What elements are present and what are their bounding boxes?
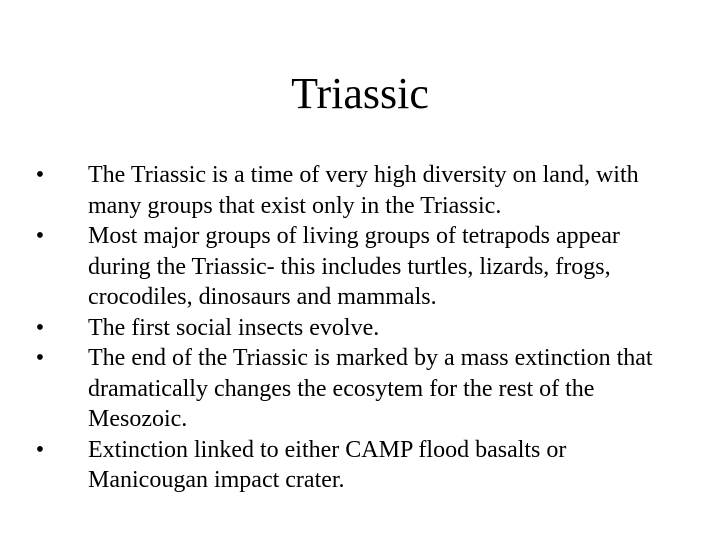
bullet-item [30,160,670,221]
bullet-dot-icon: • [35,162,45,188]
bullet-text: The Triassic is a time of very high diversity on land, with many groups that exist only in the Triassic. [88,162,639,219]
bullet-text: Most major groups of living groups of tetrapods appear during the Triassic- this includes turtles, lizards, frogs, crocodiles, dinosaurs and mammals. [88,223,620,310]
bullet-item [30,313,670,344]
bullet-list [30,160,670,496]
bullet-dot-icon: • [35,345,45,371]
bullet-item [30,221,670,313]
bullet-item [30,343,670,435]
bullet-item [30,435,670,496]
slide-title: Triassic [291,69,429,118]
bullet-dot-icon: • [35,314,45,341]
bullet-dot-icon: • [35,223,45,249]
bullet-text: Extinction linked to either CAMP flood basalts or Manicougan impact crater. [88,436,567,493]
bullet-text: The end of the Triassic is marked by a mass extinction that dramatically changes the ecosytem for the rest of the Mesozoic. [88,345,653,432]
bullet-text: The first social insects evolve. [88,314,380,341]
bullet-dot-icon: • [35,436,45,463]
